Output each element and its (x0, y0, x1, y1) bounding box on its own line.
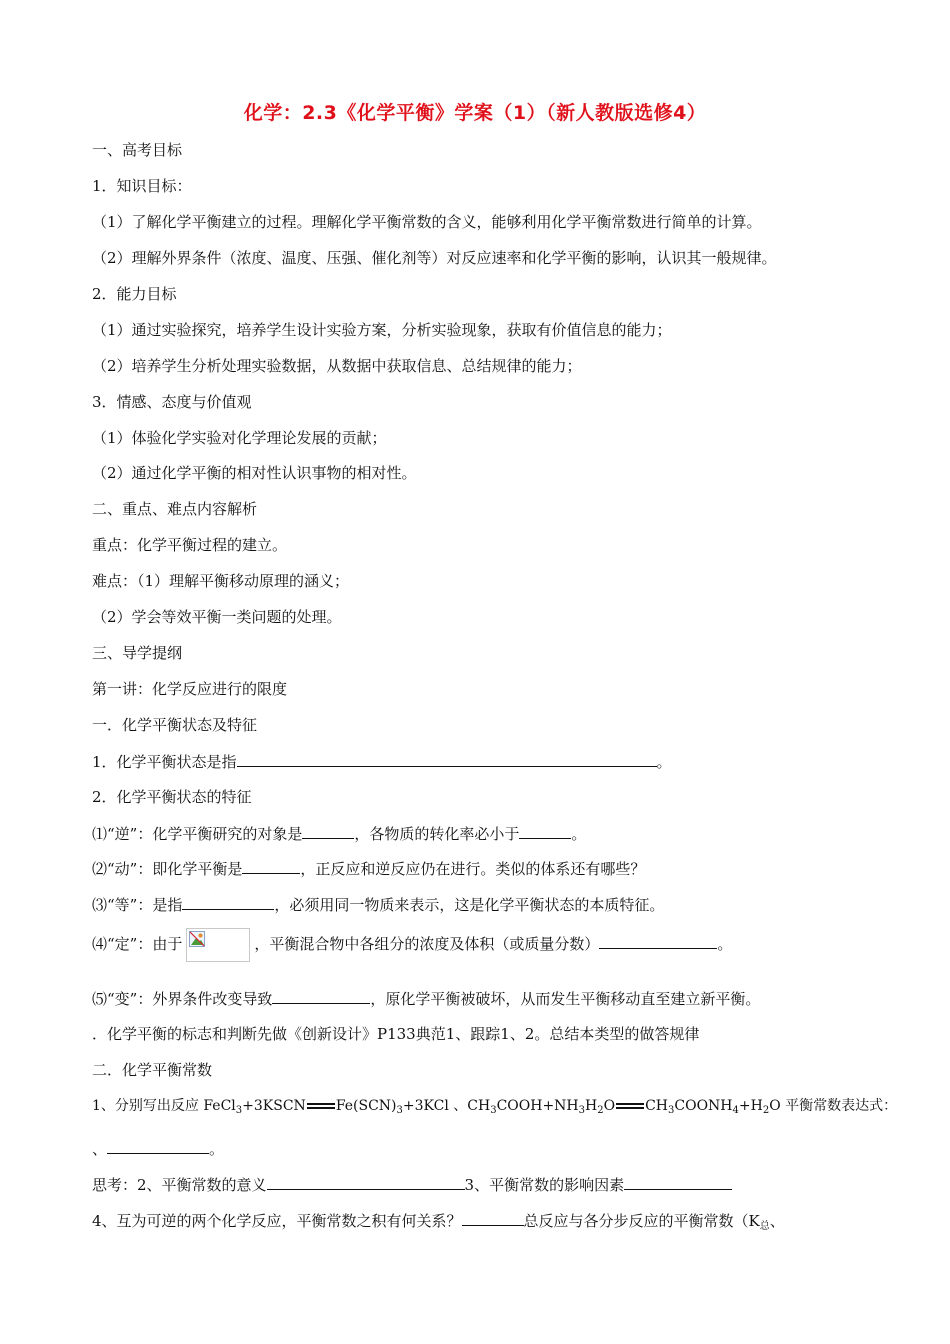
subscript: 4 (732, 1105, 739, 1116)
feature-text: 。 (571, 825, 587, 843)
equation-text: COONH (674, 1098, 733, 1114)
question-text: 4、互为可逆的两个化学反应，平衡常数之积有何关系？ (92, 1212, 462, 1230)
feature-text: ⑴“逆”：化学平衡研究的对象是 (92, 825, 303, 843)
subheading: 2．能力目标 (92, 285, 177, 303)
punctuation: 。 (209, 1140, 225, 1158)
paragraph: （2）培养学生分析处理实验数据，从数据中获取信息、总结规律的能力； (92, 357, 582, 375)
equation-text: +H (738, 1098, 763, 1114)
paragraph: （1）了解化学平衡建立的过程。理解化学平衡常数的含义，能够利用化学平衡常数进行简单的计算。 (92, 213, 762, 231)
subscript: 2 (762, 1105, 770, 1116)
question-text: 总反应与各分步反应的平衡常数（K (523, 1212, 760, 1230)
subscript: 3 (396, 1105, 403, 1116)
subscript: 3 (490, 1105, 497, 1116)
question-text: 思考：2、平衡常数的意义 (92, 1176, 267, 1194)
answer-blank[interactable] (107, 1138, 209, 1154)
answer-blank[interactable] (267, 1174, 465, 1190)
answer-blank[interactable] (272, 988, 370, 1004)
paragraph: （1）体验化学实验对化学理论发展的贡献； (92, 429, 387, 447)
equation-text: O (603, 1098, 616, 1114)
paragraph: ．化学平衡的标志和判断先做《创新设计》P133典范1、跟踪1、2。总结本类型的做答规律 (92, 1025, 700, 1043)
expression-blank-line (92, 1138, 224, 1159)
subscript: 3 (578, 1105, 586, 1116)
section-heading: 三、导学提纲 (92, 644, 183, 662)
feature-reversible (92, 823, 586, 844)
feature-dynamic (92, 858, 645, 879)
paragraph: （2）通过化学平衡的相对性认识事物的相对性。 (92, 464, 417, 482)
question-text: 1．化学平衡状态是指 (92, 753, 237, 771)
subscript: 3 (668, 1105, 675, 1116)
question-text: 。 (656, 753, 672, 771)
subheading: 2．化学平衡状态的特征 (92, 788, 252, 806)
reversible-arrow-icon (307, 1102, 335, 1110)
answer-blank[interactable] (624, 1174, 732, 1190)
equation-text: O 平衡常数表达式： (769, 1098, 898, 1114)
paragraph: （2）理解外界条件（浓度、温度、压强、催化剂等）对反应速率和化学平衡的影响，认识其一般规律。 (92, 249, 777, 267)
section-heading: 二、重点、难点内容解析 (92, 500, 258, 518)
answer-blank[interactable] (519, 823, 571, 839)
feature-text: ，原化学平衡被破坏，从而发生平衡移动直至建立新平衡。 (370, 990, 761, 1008)
paragraph: （1）通过实验探究，培养学生设计实验方案，分析实验现象，获取有价值信息的能力； (92, 321, 672, 339)
section-heading: 一、高考目标 (92, 141, 183, 159)
answer-blank[interactable] (599, 933, 717, 949)
equation-text: Fe(SCN) (335, 1098, 397, 1114)
punctuation: 、 (92, 1140, 108, 1158)
subscript: 总 (759, 1221, 770, 1232)
equation-text: +3KCl 、CH (402, 1098, 491, 1114)
paragraph: 重点：化学平衡过程的建立。 (92, 536, 288, 554)
equation-text: COOH+NH (496, 1098, 579, 1114)
answer-blank[interactable] (302, 823, 354, 839)
question-text: 、 (769, 1212, 785, 1230)
answer-blank[interactable] (242, 858, 300, 874)
feature-text: ⑶“等”：是指 (92, 896, 183, 914)
feature-constant (92, 928, 732, 962)
subscript: 2 (597, 1105, 604, 1116)
answer-blank[interactable] (237, 751, 657, 767)
feature-equal (92, 894, 664, 915)
paragraph: 第一讲：化学反应进行的限度 (92, 680, 288, 698)
subheading: 二．化学平衡常数 (92, 1061, 213, 1079)
feature-text: ，正反应和逆反应仍在进行。类似的体系还有哪些？ (300, 860, 646, 878)
subheading: 3．情感、态度与价值观 (92, 393, 252, 411)
equation-text: 1、分别写出反应 FeCl (92, 1098, 236, 1114)
feature-text: ⑷“定”：由于 (92, 935, 183, 953)
paragraph: 难点：（1）理解平衡移动原理的涵义； (92, 572, 350, 590)
feature-text: ，必须用同一物质来表示，这是化学平衡状态的本质特征。 (274, 896, 665, 914)
feature-text: 。 (717, 935, 733, 953)
equation-text: +3KSCN (242, 1098, 306, 1114)
equilibrium-constant-question (92, 1096, 897, 1116)
subscript: 3 (235, 1105, 243, 1116)
document-title: 化学：2.3《化学平衡》学案（1）（新人教版选修4） (243, 102, 707, 124)
paragraph: （2）学会等效平衡一类问题的处理。 (92, 608, 342, 626)
reversible-arrow-icon (616, 1102, 644, 1110)
equation-text: CH (645, 1098, 669, 1114)
question-equilibrium-definition (92, 751, 672, 772)
answer-blank[interactable] (462, 1210, 524, 1226)
feature-change (92, 988, 760, 1009)
question-text: 3、平衡常数的影响因素 (464, 1176, 625, 1194)
answer-blank[interactable] (182, 894, 274, 910)
think-questions (92, 1174, 732, 1195)
feature-text: ，平衡混合物中各组分的浓度及体积（或质量分数） (254, 935, 600, 953)
subheading: 1．知识目标： (92, 177, 192, 195)
equation-text: H (585, 1098, 598, 1114)
broken-image-icon (186, 928, 250, 962)
feature-text: ，各物质的转化率必小于 (354, 825, 520, 843)
reversible-reactions-question (92, 1210, 785, 1231)
feature-text: ⑵“动”：即化学平衡是 (92, 860, 243, 878)
subheading: 一．化学平衡状态及特征 (92, 716, 258, 734)
feature-text: ⑸“变”：外界条件改变导致 (92, 990, 273, 1008)
